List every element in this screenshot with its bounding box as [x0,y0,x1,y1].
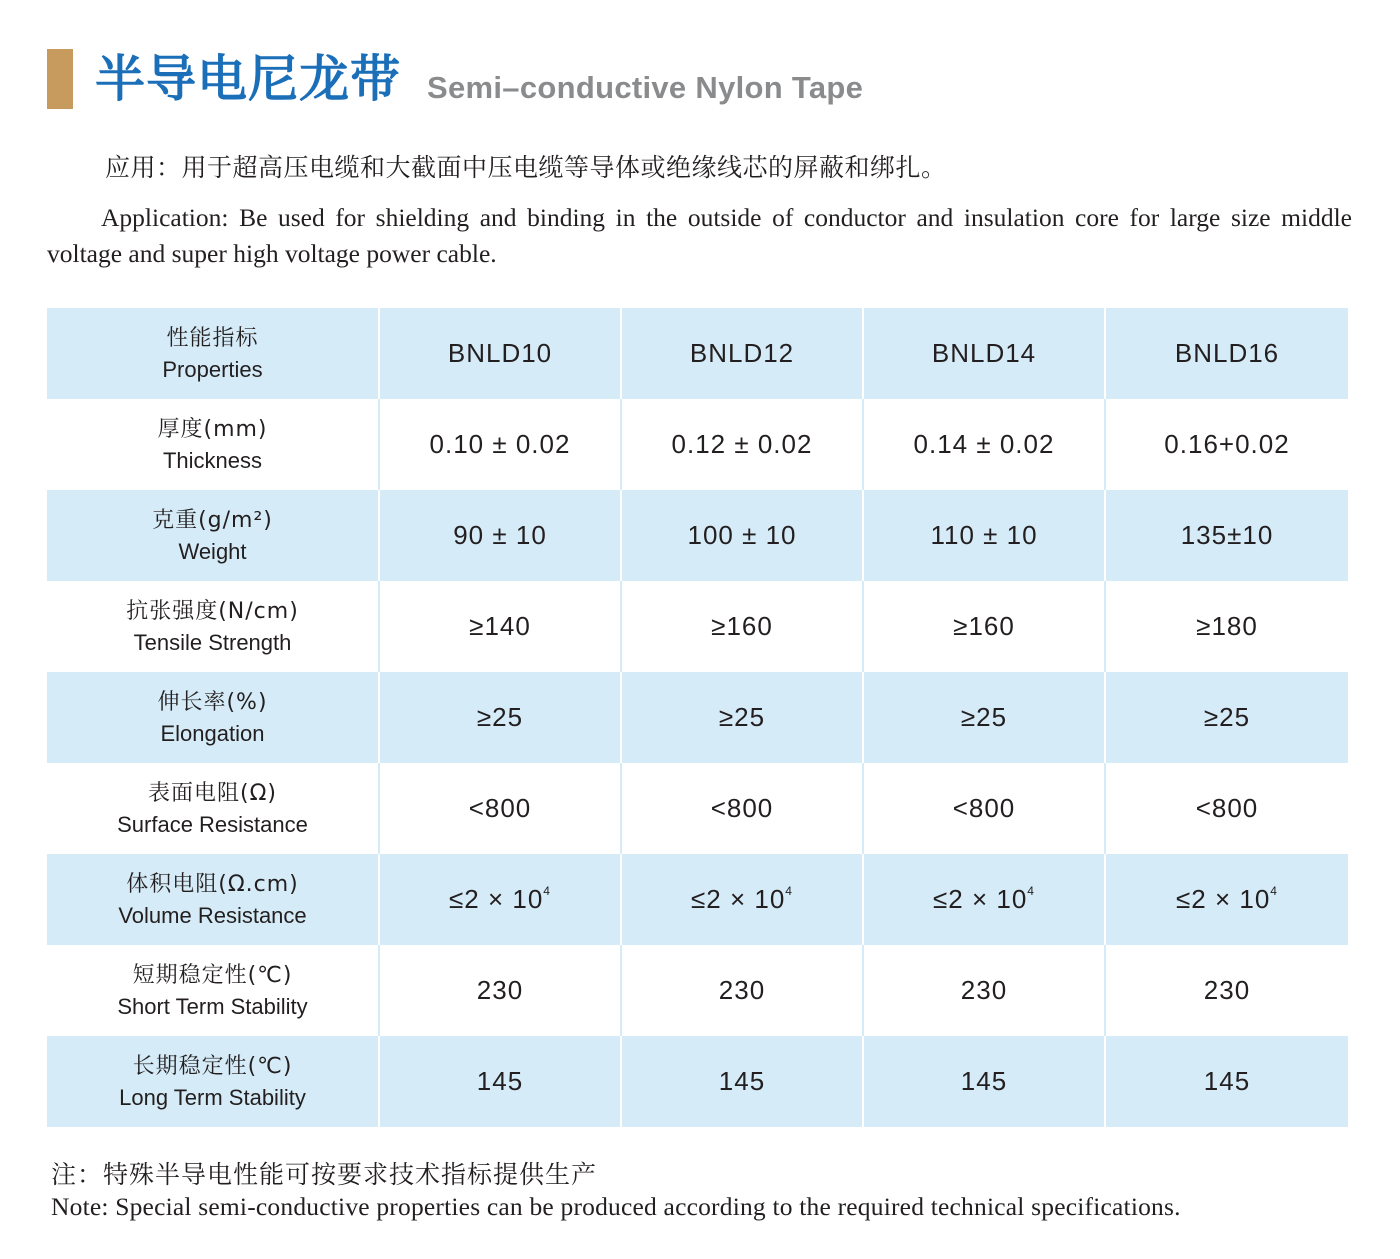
value-base: ≤2 × 10 [933,884,1028,914]
table-row [47,1036,1348,1127]
property-name-en: Weight [178,538,247,564]
value-text: 0.16+0.02 [1164,429,1290,459]
value-text: <800 [1195,793,1259,823]
table-row [47,854,1348,945]
value-text: ≥25 [476,702,524,732]
value-exponent: 4 [1027,884,1035,898]
value-text: 100 ± 10 [687,520,797,550]
value-cell [379,1036,621,1127]
page-title-cn: 半导电尼龙带 [95,50,401,108]
header-properties-cell [47,308,379,399]
property-name-cn: 厚度(mm) [157,416,268,442]
value-text: ≥160 [953,611,1015,641]
value-cell [863,490,1105,581]
value-text: ≥160 [711,611,773,641]
application-text-cn: 应用：用于超高压电缆和大截面中压电缆等导体或绝缘线芯的屏蔽和绑扎。 [105,153,947,182]
value-cell [863,672,1105,763]
value-text [1176,884,1278,914]
value-cell [379,490,621,581]
value-cell [379,581,621,672]
property-cell [47,763,379,854]
model-name: BNLD14 [931,338,1037,368]
value-cell [621,581,863,672]
property-name-cn: 长期稳定性(℃) [132,1053,293,1079]
value-text [449,884,551,914]
value-text: 0.12 ± 0.02 [671,429,813,459]
value-cell [621,854,863,945]
value-cell [621,672,863,763]
value-cell [379,672,621,763]
value-text: 230 [960,975,1008,1005]
value-text: 90 ± 10 [453,520,547,550]
table-header-row [47,308,1348,399]
value-cell [863,945,1105,1036]
value-cell [863,581,1105,672]
value-cell [621,399,863,490]
value-cell [863,854,1105,945]
value-text: ≥140 [469,611,531,641]
note-text-en: Note: Special semi-conductive properties can be produced according to the required technical specifications. [51,1192,1181,1221]
value-cell [621,763,863,854]
property-cell [47,1036,379,1127]
property-cell [47,854,379,945]
value-cell [1105,399,1348,490]
property-name-cn: 表面电阻(Ω) [148,780,277,806]
header-label-cn: 性能指标 [166,325,259,351]
value-text [933,884,1035,914]
value-cell [863,763,1105,854]
table-row [47,763,1348,854]
property-name-en: Volume Resistance [118,902,307,928]
heading-accent-bar [47,49,73,109]
header-model-cell [379,308,621,399]
application-text-en: Application: Be used for shielding and binding in the outside of conductor and insulation core for large size middle voltage and super high voltage power cable. [47,203,1352,268]
property-cell [47,672,379,763]
note-text-cn: 注：特殊半导电性能可按要求技术指标提供生产 [51,1160,598,1189]
header-model-cell [1105,308,1348,399]
value-exponent: 4 [1270,884,1278,898]
property-name-cn: 体积电阻(Ω.cm) [126,871,299,897]
table-row [47,672,1348,763]
value-cell [621,490,863,581]
value-text: 0.10 ± 0.02 [429,429,571,459]
value-cell [863,399,1105,490]
value-text: <800 [468,793,532,823]
property-name-en: Thickness [162,447,263,473]
value-base: ≤2 × 10 [449,884,544,914]
value-exponent: 4 [543,884,551,898]
value-text: 110 ± 10 [930,520,1038,550]
value-text: 230 [718,975,766,1005]
header-label-en: Properties [162,356,263,382]
value-text: 145 [718,1066,766,1096]
page-title-en: Semi–conductive Nylon Tape [427,70,864,105]
value-cell [379,399,621,490]
value-cell [379,945,621,1036]
value-text: 0.14 ± 0.02 [913,429,1055,459]
value-cell [379,763,621,854]
value-text: 230 [1203,975,1251,1005]
property-name-en: Short Term Stability [117,993,308,1019]
value-text: 230 [476,975,524,1005]
value-cell [1105,490,1348,581]
value-text: 145 [960,1066,1008,1096]
model-name: BNLD10 [447,338,553,368]
value-cell [1105,672,1348,763]
property-cell [47,399,379,490]
property-name-cn: 抗张强度(N/cm) [126,598,299,624]
value-text: ≥25 [1203,702,1251,732]
property-cell [47,945,379,1036]
value-base: ≤2 × 10 [691,884,786,914]
value-cell [1105,854,1348,945]
page-heading [47,48,863,110]
value-exponent: 4 [785,884,793,898]
property-name-cn: 伸长率(%) [157,689,268,715]
value-text: 145 [476,1066,524,1096]
value-text: 145 [1203,1066,1251,1096]
header-model-cell [621,308,863,399]
value-text: <800 [952,793,1016,823]
property-name-en: Long Term Stability [119,1084,306,1110]
property-name-en: Tensile Strength [133,629,292,655]
value-cell [1105,581,1348,672]
value-cell [1105,1036,1348,1127]
property-name-en: Elongation [160,720,265,746]
value-text: ≥180 [1196,611,1258,641]
property-cell [47,490,379,581]
model-name: BNLD16 [1174,338,1280,368]
value-text: ≥25 [960,702,1008,732]
property-name-cn: 克重(g/m²) [152,507,273,533]
value-cell [863,1036,1105,1127]
value-cell [1105,763,1348,854]
value-cell [621,1036,863,1127]
table-row [47,490,1348,581]
model-name: BNLD12 [689,338,795,368]
property-name-cn: 短期稳定性(℃) [132,962,293,988]
table-row [47,399,1348,490]
property-name-en: Surface Resistance [117,811,308,837]
value-text: <800 [710,793,774,823]
spec-table [47,308,1348,1127]
table-row [47,581,1348,672]
value-text: 135±10 [1180,520,1274,550]
value-text [691,884,793,914]
value-cell [1105,945,1348,1036]
value-cell [621,945,863,1036]
table-row [47,945,1348,1036]
value-text: ≥25 [718,702,766,732]
header-model-cell [863,308,1105,399]
value-base: ≤2 × 10 [1176,884,1271,914]
value-cell [379,854,621,945]
property-cell [47,581,379,672]
